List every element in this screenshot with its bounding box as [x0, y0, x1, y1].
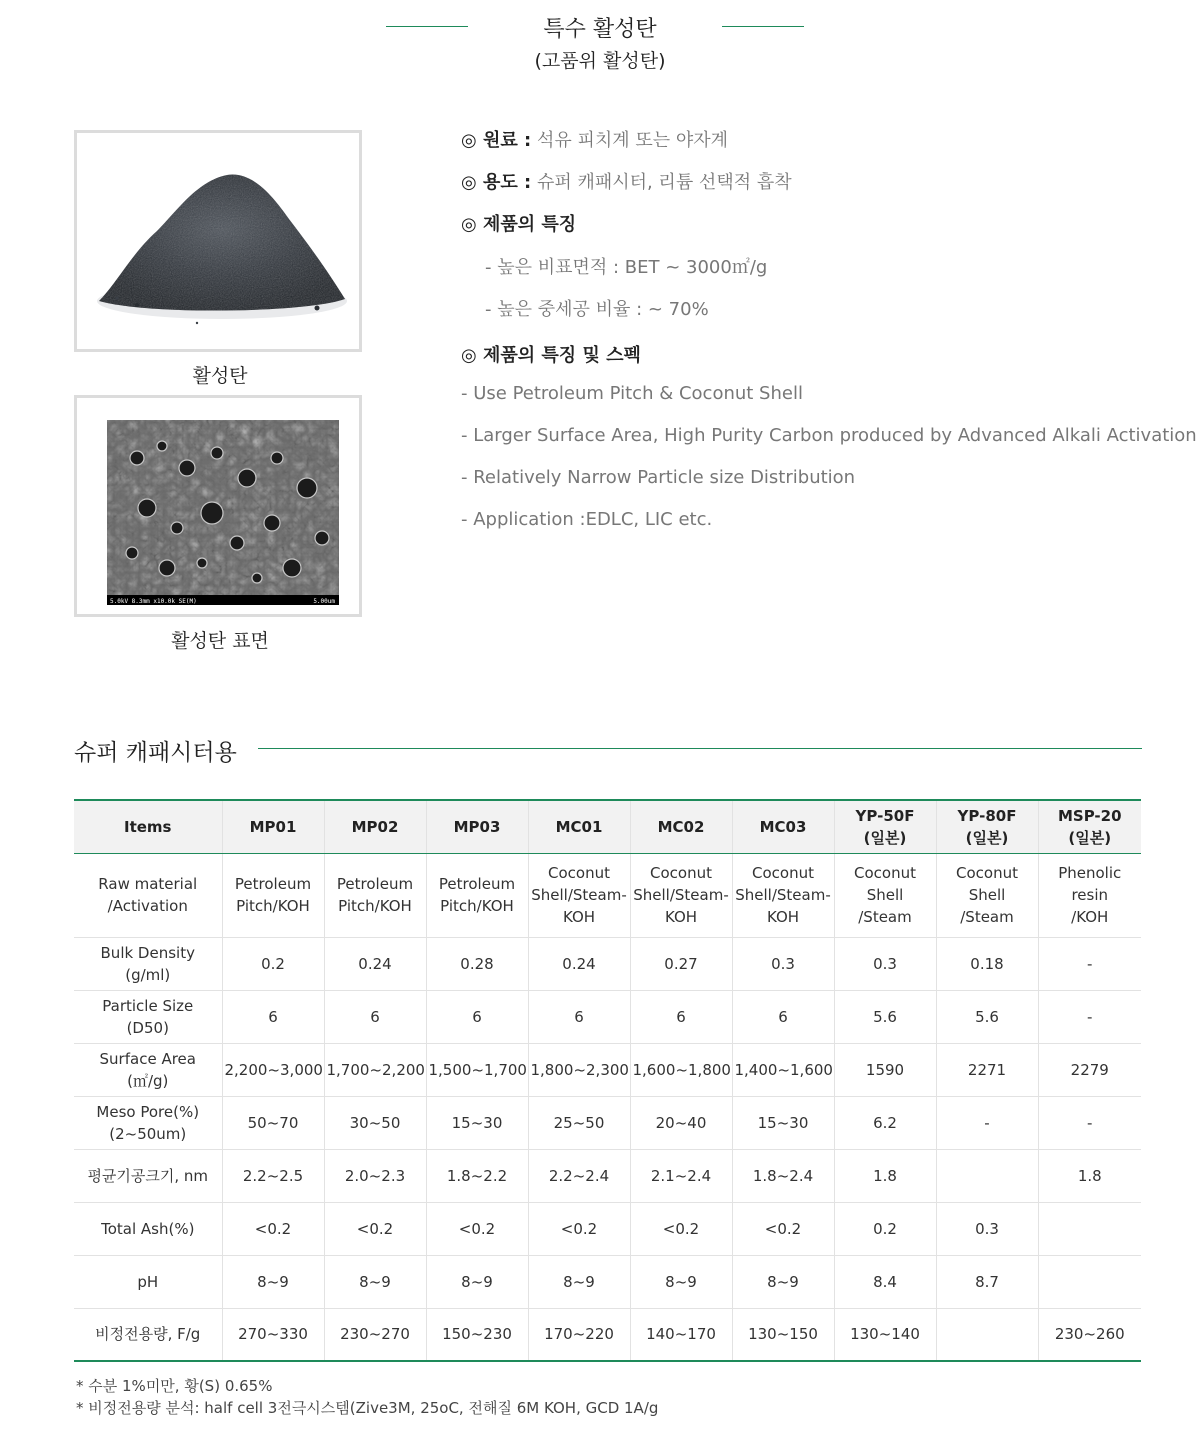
- table-cell: [528, 853, 630, 937]
- table-cell: [324, 1043, 426, 1096]
- cell-line: 1,800~2,300: [530, 1060, 629, 1079]
- cell-line: pH: [137, 1272, 159, 1291]
- cell-line: 6: [676, 1007, 686, 1026]
- table-cell: [1038, 1202, 1141, 1255]
- cell-line: 0.3: [975, 1219, 999, 1238]
- table-row: [74, 1202, 1141, 1255]
- cell-line: 1.8~2.2: [446, 1166, 508, 1185]
- row-label: [74, 990, 222, 1043]
- header-divider-right: [722, 26, 804, 27]
- table-cell: [1038, 1096, 1141, 1149]
- row-label: [74, 1202, 222, 1255]
- column-header-line: (일본): [965, 828, 1009, 847]
- column-header-line: MP03: [453, 817, 501, 836]
- cell-line: 1,600~1,800: [632, 1060, 731, 1079]
- table-cell: [732, 853, 834, 937]
- cell-line: 140~170: [646, 1325, 716, 1344]
- column-header: [324, 800, 426, 853]
- table-cell: [1038, 937, 1141, 990]
- cell-line: Petroleum: [234, 875, 312, 893]
- column-header: [222, 800, 324, 853]
- table-cell: [528, 990, 630, 1043]
- cell-line: 8.7: [975, 1272, 999, 1291]
- table-cell: [936, 1096, 1038, 1149]
- table-cell: [426, 990, 528, 1043]
- table-cell: [630, 990, 732, 1043]
- table-cell: [834, 853, 936, 937]
- table-cell: [324, 1149, 426, 1202]
- column-header-line: MC02: [657, 817, 705, 836]
- table-cell: [528, 1308, 630, 1361]
- cell-line: 6.2: [873, 1113, 897, 1132]
- cell-line: 0.27: [664, 954, 698, 973]
- table-cell: [936, 1043, 1038, 1096]
- table-cell: [324, 1096, 426, 1149]
- table-cell: [528, 937, 630, 990]
- feature-surface-area: - 높은 비표면적 : BET ~ 3000㎡/g: [485, 257, 768, 278]
- table-cell: [426, 1255, 528, 1308]
- cell-line: Coconut Shell: [956, 864, 1018, 904]
- cell-line: (㎡/g): [127, 1071, 169, 1090]
- cell-line: 0.2: [261, 954, 285, 973]
- table-row: [74, 1255, 1141, 1308]
- footnotes: [76, 1375, 658, 1419]
- table-cell: [630, 1149, 732, 1202]
- activated-carbon-surface-image: [74, 395, 362, 617]
- cell-line: Total Ash(%): [101, 1219, 195, 1238]
- cell-line: 170~220: [544, 1325, 614, 1344]
- table-cell: [936, 1255, 1038, 1308]
- table-cell: [222, 1096, 324, 1149]
- column-header-line: YP-50F: [855, 806, 915, 825]
- use-row: [461, 168, 792, 194]
- header-row: [74, 800, 1141, 853]
- surface-image-caption: 활성탄 표면: [171, 630, 269, 652]
- cell-line: <0.2: [764, 1219, 802, 1238]
- cell-line: 2.1~2.4: [650, 1166, 712, 1185]
- table-cell: [936, 937, 1038, 990]
- table-cell: [630, 1308, 732, 1361]
- table-cell: [834, 1308, 936, 1361]
- section-title: 슈퍼 캐패시터용: [74, 740, 237, 766]
- table-cell: [528, 1255, 630, 1308]
- cell-line: 0.24: [358, 954, 392, 973]
- column-header-line: YP-80F: [957, 806, 1017, 825]
- cell-line: 8~9: [461, 1272, 493, 1291]
- cell-line: Particle Size: [102, 996, 194, 1015]
- column-header: [936, 800, 1038, 853]
- cell-line: 50~70: [247, 1113, 299, 1132]
- cell-line: Coconut: [650, 864, 712, 882]
- cell-line: 130~140: [850, 1325, 920, 1344]
- cell-line: -: [1087, 954, 1093, 973]
- cell-line: (g/ml): [125, 965, 171, 984]
- cell-line: <0.2: [356, 1219, 394, 1238]
- specs-heading: ◎ 제품의 특징 및 스펙: [461, 345, 641, 366]
- table-cell: [834, 990, 936, 1043]
- column-header: [630, 800, 732, 853]
- cell-line: 1590: [865, 1060, 905, 1079]
- cell-line: 15~30: [757, 1113, 809, 1132]
- table-cell: [426, 1202, 528, 1255]
- table-cell: [936, 990, 1038, 1043]
- cell-line: 0.2: [873, 1219, 897, 1238]
- row-label: [74, 1308, 222, 1361]
- column-header: [732, 800, 834, 853]
- cell-line: 8.4: [873, 1272, 897, 1291]
- carbon-powder-illustration: [77, 133, 359, 349]
- cell-line: -: [984, 1113, 990, 1132]
- cell-line: 6: [574, 1007, 584, 1026]
- cell-line: (2~50um): [109, 1124, 187, 1143]
- spec-table-body: [74, 853, 1141, 1361]
- cell-line: Shell/Steam-: [531, 886, 627, 904]
- table-cell: [834, 1149, 936, 1202]
- table-cell: [528, 1202, 630, 1255]
- row-label: [74, 1255, 222, 1308]
- powder-image-caption: 활성탄: [192, 365, 248, 387]
- table-cell: [324, 1308, 426, 1361]
- cell-line: Meso Pore(%): [96, 1102, 200, 1121]
- table-cell: [222, 1255, 324, 1308]
- table-cell: [426, 1043, 528, 1096]
- table-cell: [834, 1255, 936, 1308]
- cell-line: <0.2: [560, 1219, 598, 1238]
- table-cell: [426, 1096, 528, 1149]
- cell-line: 6: [472, 1007, 482, 1026]
- use-label: ◎ 용도 :: [461, 172, 532, 193]
- cell-line: 8~9: [767, 1272, 799, 1291]
- table-cell: [630, 1255, 732, 1308]
- table-cell: [630, 1202, 732, 1255]
- cell-line: -: [1087, 1113, 1093, 1132]
- column-header: [528, 800, 630, 853]
- row-label: [74, 1096, 222, 1149]
- row-label: [74, 853, 222, 937]
- table-cell: [936, 1149, 1038, 1202]
- row-label: [74, 937, 222, 990]
- table-cell: [528, 1043, 630, 1096]
- sem-surface-illustration: [77, 398, 359, 614]
- table-cell: [222, 990, 324, 1043]
- table-cell: [1038, 1149, 1141, 1202]
- cell-line: Shell/Steam-: [633, 886, 729, 904]
- spec-item-application: - Application :EDLC, LIC etc.: [461, 509, 713, 530]
- cell-line: Shell/Steam-: [735, 886, 831, 904]
- cell-line: 0.28: [460, 954, 494, 973]
- table-cell: [1038, 1255, 1141, 1308]
- cell-line: 230~270: [340, 1325, 410, 1344]
- table-cell: [324, 1202, 426, 1255]
- table-row: [74, 1308, 1141, 1361]
- cell-line: 2271: [967, 1060, 1007, 1079]
- cell-line: 130~150: [748, 1325, 818, 1344]
- table-cell: [834, 1043, 936, 1096]
- table-cell: [426, 1149, 528, 1202]
- table-cell: [222, 1202, 324, 1255]
- column-header-line: MSP-20: [1057, 806, 1122, 825]
- cell-line: 15~30: [451, 1113, 503, 1132]
- table-cell: [426, 1308, 528, 1361]
- page-title: 특수 활성탄: [543, 17, 657, 42]
- cell-line: Phenolic resin: [1058, 864, 1122, 904]
- table-cell: [834, 1202, 936, 1255]
- cell-line: 6: [268, 1007, 278, 1026]
- column-header-line: MC01: [555, 817, 603, 836]
- cell-line: <0.2: [662, 1219, 700, 1238]
- cell-line: 2.2~2.4: [548, 1166, 610, 1185]
- table-row: [74, 853, 1141, 937]
- cell-line: -: [1087, 1007, 1093, 1026]
- features-heading: ◎ 제품의 특징: [461, 214, 577, 235]
- table-cell: [732, 1096, 834, 1149]
- cell-line: 0.3: [771, 954, 795, 973]
- cell-line: /Steam: [858, 908, 912, 926]
- activated-carbon-powder-image: [74, 130, 362, 352]
- sem-footer-left: 5.0kV 8.3mm x10.0k SE(M): [110, 598, 197, 605]
- cell-line: 30~50: [349, 1113, 401, 1132]
- table-cell: [426, 937, 528, 990]
- cell-line: Petroleum: [336, 875, 414, 893]
- cell-line: <0.2: [458, 1219, 496, 1238]
- table-cell: [732, 1308, 834, 1361]
- cell-line: /Activation: [107, 897, 188, 915]
- table-cell: [222, 853, 324, 937]
- spec-table-header: [74, 800, 1141, 853]
- section-divider: [258, 748, 1142, 749]
- cell-line: 150~230: [442, 1325, 512, 1344]
- table-cell: [630, 1043, 732, 1096]
- cell-line: 0.18: [970, 954, 1004, 973]
- table-cell: [324, 1255, 426, 1308]
- table-row: [74, 990, 1141, 1043]
- column-header: [834, 800, 936, 853]
- footnote-capacitance-method: * 비정전용량 분석: half cell 3전극시스템(Zive3M, 25oC, 전해질 6M KOH, GCD 1A/g: [76, 1399, 659, 1417]
- spec-table: [74, 799, 1141, 1362]
- use-value: 슈퍼 캐패시터, 리튬 선택적 흡착: [531, 172, 792, 193]
- table-cell: [834, 937, 936, 990]
- column-header-line: Items: [124, 817, 172, 836]
- cell-line: Raw material: [98, 875, 198, 893]
- table-cell: [1038, 990, 1141, 1043]
- column-header-line: MP02: [351, 817, 399, 836]
- table-cell: [222, 937, 324, 990]
- table-cell: [324, 937, 426, 990]
- table-cell: [630, 1096, 732, 1149]
- cell-line: 2,200~3,000: [224, 1060, 323, 1079]
- cell-line: 5.6: [975, 1007, 999, 1026]
- cell-line: KOH: [664, 908, 698, 926]
- table-cell: [732, 1202, 834, 1255]
- cell-line: 8~9: [665, 1272, 697, 1291]
- cell-line: KOH: [562, 908, 596, 926]
- cell-line: Petroleum: [438, 875, 516, 893]
- table-cell: [732, 990, 834, 1043]
- cell-line: 230~260: [1054, 1325, 1125, 1344]
- cell-line: 25~50: [553, 1113, 605, 1132]
- cell-line: Surface Area: [99, 1049, 196, 1068]
- cell-line: (D50): [126, 1018, 169, 1037]
- table-cell: [936, 853, 1038, 937]
- cell-line: 8~9: [359, 1272, 391, 1291]
- cell-line: Pitch/KOH: [236, 897, 310, 915]
- column-header: [426, 800, 528, 853]
- cell-line: Pitch/KOH: [338, 897, 412, 915]
- cell-line: 270~330: [238, 1325, 308, 1344]
- cell-line: 1.8: [873, 1166, 897, 1185]
- table-cell: [222, 1308, 324, 1361]
- cell-line: 1,500~1,700: [428, 1060, 527, 1079]
- page-header: [0, 0, 1200, 90]
- table-cell: [732, 1043, 834, 1096]
- material-label: ◎ 원료 :: [461, 130, 532, 151]
- cell-line: KOH: [766, 908, 800, 926]
- table-cell: [324, 990, 426, 1043]
- cell-line: 0.3: [873, 954, 897, 973]
- table-cell: [1038, 1043, 1141, 1096]
- cell-line: 2279: [1070, 1060, 1109, 1079]
- cell-line: 비정전용량, F/g: [95, 1325, 201, 1344]
- cell-line: Pitch/KOH: [440, 897, 514, 915]
- row-label: [74, 1149, 222, 1202]
- column-header-line: MC03: [759, 817, 807, 836]
- material-row: [461, 126, 728, 152]
- table-row: [74, 1043, 1141, 1096]
- cell-line: 6: [370, 1007, 380, 1026]
- table-cell: [630, 853, 732, 937]
- sem-footer-right: 5.00um: [313, 598, 335, 605]
- feature-mesopore-ratio: - 높은 중세공 비율 : ~ 70%: [485, 299, 709, 320]
- table-row: [74, 937, 1141, 990]
- cell-line: 5.6: [873, 1007, 897, 1026]
- table-row: [74, 1096, 1141, 1149]
- page-subtitle: (고품위 활성탄): [534, 50, 666, 72]
- table-cell: [1038, 853, 1141, 937]
- cell-line: 8~9: [563, 1272, 595, 1291]
- cell-line: 0.24: [562, 954, 596, 973]
- column-header-line: MP01: [249, 817, 297, 836]
- table-cell: [222, 1149, 324, 1202]
- cell-line: Coconut Shell: [854, 864, 916, 904]
- table-cell: [1038, 1308, 1141, 1361]
- cell-line: 8~9: [257, 1272, 289, 1291]
- footnote-moisture: * 수분 1%미만, 황(S) 0.65%: [76, 1377, 273, 1395]
- column-header: [74, 800, 222, 853]
- table-cell: [324, 853, 426, 937]
- cell-line: 2.0~2.3: [344, 1166, 406, 1185]
- column-header-line: (일본): [863, 828, 907, 847]
- column-header: [1038, 800, 1141, 853]
- cell-line: 평균기공크기, nm: [87, 1166, 209, 1185]
- cell-line: /KOH: [1071, 908, 1109, 926]
- table-cell: [222, 1043, 324, 1096]
- table-cell: [426, 853, 528, 937]
- table-cell: [834, 1096, 936, 1149]
- material-value: 석유 피치계 또는 야자계: [531, 130, 728, 151]
- table-cell: [528, 1149, 630, 1202]
- cell-line: 1,400~1,600: [734, 1060, 833, 1079]
- cell-line: Bulk Density: [100, 943, 195, 962]
- cell-line: 1,700~2,200: [326, 1060, 425, 1079]
- table-cell: [732, 937, 834, 990]
- cell-line: 20~40: [655, 1113, 707, 1132]
- cell-line: Coconut: [752, 864, 814, 882]
- spec-item-surface-area: - Larger Surface Area, High Purity Carbon produced by Advanced Alkali Activation: [461, 425, 1197, 446]
- table-cell: [630, 937, 732, 990]
- table-cell: [936, 1308, 1038, 1361]
- cell-line: 6: [778, 1007, 788, 1026]
- cell-line: 2.2~2.5: [242, 1166, 304, 1185]
- row-label: [74, 1043, 222, 1096]
- table-cell: [732, 1255, 834, 1308]
- cell-line: 1.8~2.4: [752, 1166, 814, 1185]
- column-header-line: (일본): [1068, 828, 1112, 847]
- table-cell: [936, 1202, 1038, 1255]
- spec-item-particle-size: - Relatively Narrow Particle size Distribution: [461, 467, 856, 488]
- spec-item-raw-material: - Use Petroleum Pitch & Coconut Shell: [461, 383, 803, 404]
- cell-line: /Steam: [960, 908, 1014, 926]
- cell-line: 1.8: [1077, 1166, 1102, 1185]
- table-row: [74, 1149, 1141, 1202]
- cell-line: Coconut: [548, 864, 610, 882]
- cell-line: <0.2: [254, 1219, 292, 1238]
- table-cell: [732, 1149, 834, 1202]
- table-cell: [528, 1096, 630, 1149]
